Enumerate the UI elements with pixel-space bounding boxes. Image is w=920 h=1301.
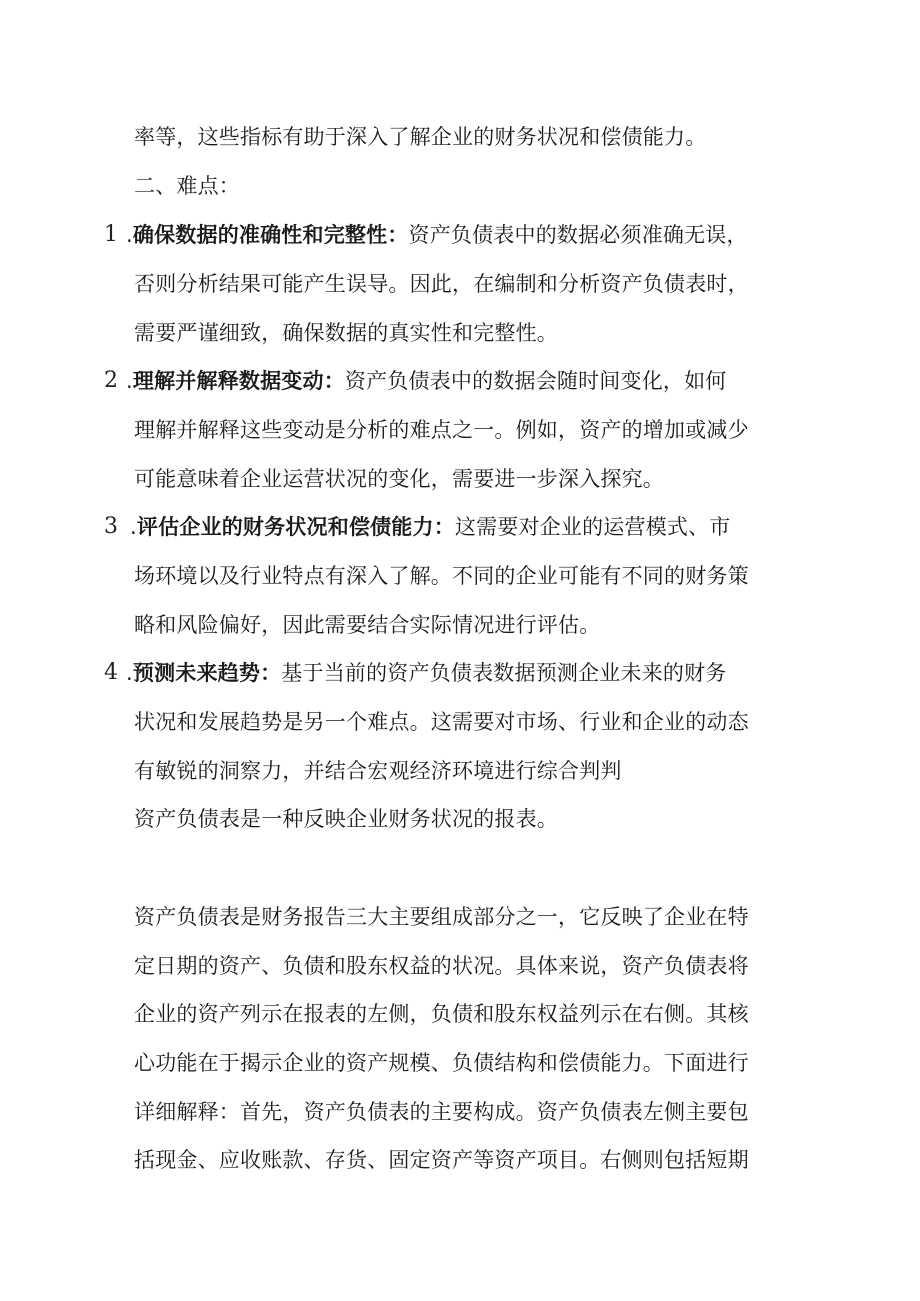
paragraph-line: 详细解释：首先，资产负债表的主要构成。资产负债表左侧主要包 <box>134 1100 749 1124</box>
paragraph-line: 括现金、应收账款、存货、固定资产等资产项目。右侧则包括短期 <box>134 1148 749 1172</box>
list-item-first-line <box>126 658 727 688</box>
list-item-first-line <box>126 366 727 396</box>
list-lead: . <box>126 369 133 393</box>
list-item-title: 预测未来趋势： <box>132 661 282 685</box>
list-item-text: 资产负债表中的数据必须准确无误， <box>408 223 748 247</box>
list-number: 4 <box>104 660 118 685</box>
text-line: 场环境以及行业特点有深入了解。不同的企业可能有不同的财务策 <box>134 564 749 588</box>
list-number: 1 <box>104 222 118 247</box>
list-item-title: 理解并解释数据变动： <box>132 369 345 393</box>
text-line: 略和风险偏好，因此需要结合实际情况进行评估。 <box>134 613 601 637</box>
list-item-text: 资产负债表中的数据会随时间变化，如何 <box>344 369 727 393</box>
list-lead: . <box>130 515 137 539</box>
list-item-text: 基于当前的资产负债表数据预测企业未来的财务 <box>281 661 727 685</box>
text-line: 理解并解释这些变动是分析的难点之一。例如，资产的增加或减少 <box>134 418 749 442</box>
list-number: 3 <box>104 514 118 539</box>
text-line: 资产负债表是一种反映企业财务状况的报表。 <box>134 807 558 831</box>
list-item-first-line <box>126 220 748 250</box>
paragraph-line: 企业的资产列示在报表的左侧，负债和股东权益列示在右侧。其核 <box>134 1002 749 1026</box>
text-line: 率等，这些指标有助于深入了解企业的财务状况和偿债能力。 <box>134 125 707 149</box>
text-line: 有敏锐的洞察力，并结合宏观经济环境进行综合判判 <box>134 759 622 783</box>
list-lead: . <box>126 223 133 247</box>
paragraph-line: 资产负债表是财务报告三大主要组成部分之一，它反映了企业在特 <box>134 905 749 929</box>
list-lead: . <box>126 661 133 685</box>
list-item-title: 评估企业的财务状况和偿债能力： <box>136 515 455 539</box>
text-line: 否则分析结果可能产生误导。因此，在编制和分析资产负债表时， <box>134 272 749 296</box>
paragraph-line: 心功能在于揭示企业的资产规模、负债结构和偿债能力。下面进行 <box>134 1051 749 1075</box>
text-line: 状况和发展趋势是另一个难点。这需要对市场、行业和企业的动态 <box>134 710 749 734</box>
text-line: 可能意味着企业运营状况的变化，需要进一步深入探究。 <box>134 467 664 491</box>
section-heading: 二、难点： <box>134 174 240 198</box>
list-item-title: 确保数据的准确性和完整性： <box>132 223 409 247</box>
list-item-text: 这需要对企业的运营模式、市 <box>454 515 731 539</box>
text-line: 需要严谨细致，确保数据的真实性和完整性。 <box>134 321 558 345</box>
list-number: 2 <box>104 368 118 393</box>
paragraph-line: 定日期的资产、负债和股东权益的状况。具体来说，资产负债表将 <box>134 954 749 978</box>
list-item-first-line <box>130 512 731 542</box>
